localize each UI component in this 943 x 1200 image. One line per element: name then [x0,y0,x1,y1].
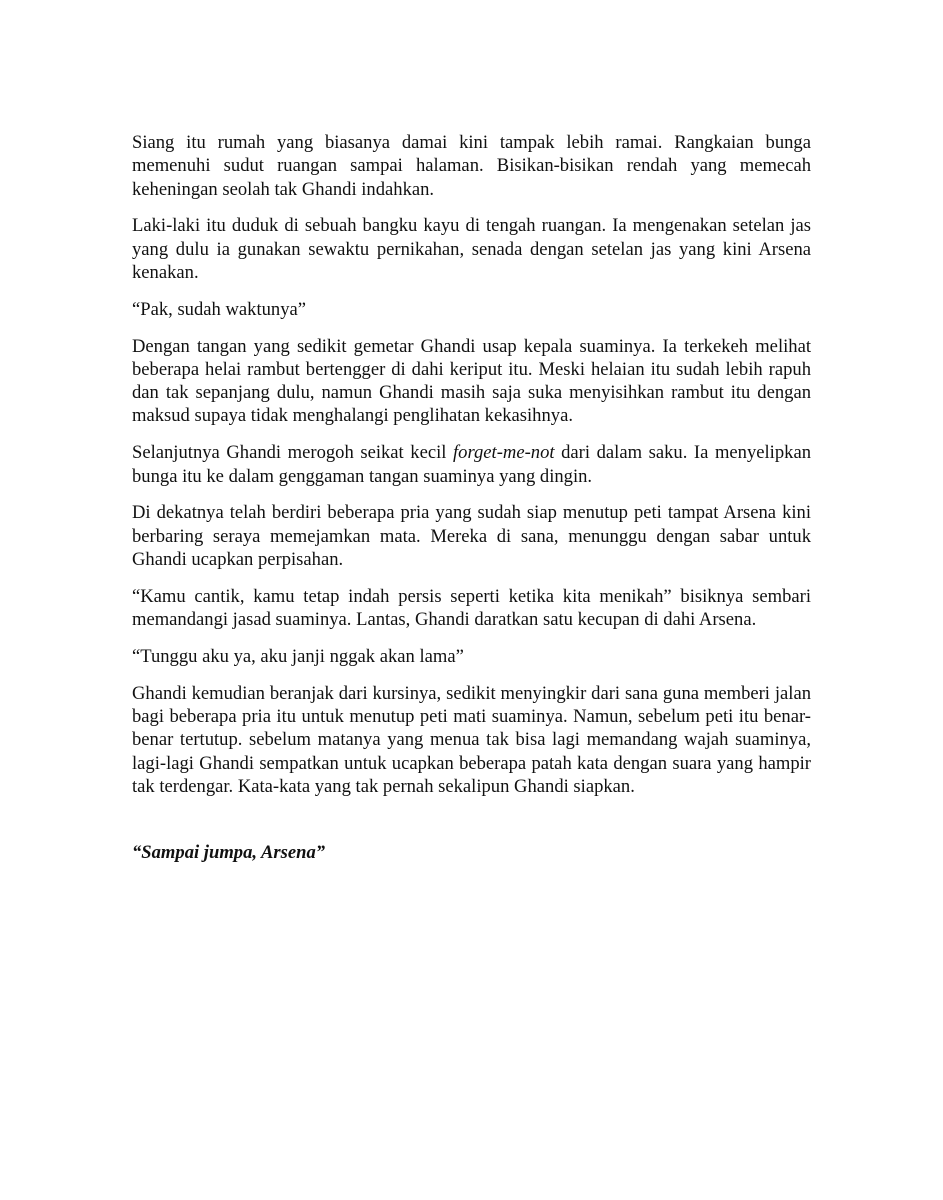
paragraph-5-text-end: dari dalam saku. Ia menyelipkan bunga itu ke dalam genggaman tangan suaminya yang dingin. [132,442,811,487]
paragraph-2: Laki-laki itu duduk di sebuah bangku kayu di tengah ruangan. Ia mengenakan setelan jas yang dulu ia gunakan sewaktu pernikahan, senada dengan setelan jas yang kini Arsena kenakan. [132,215,811,283]
paragraph-8-dialogue: “Tunggu aku ya, aku janji nggak akan lama” [132,645,464,667]
paragraph-5-flower-name: forget-me-not [453,442,555,464]
paragraph-1: Siang itu rumah yang biasanya damai kini tampak lebih ramai. Rangkaian bunga memenuhi sudut ruangan sampai halaman. Bisikan-bisikan rendah yang memecah keheningan seolah tak Ghandi indahkan. [132,132,811,200]
document-body [132,131,811,878]
paragraph-6: Di dekatnya telah berdiri beberapa pria yang sudah siap menutup peti tampat Arsena kini berbaring seraya memejamkan mata. Mereka di sana, menunggu dengan sabar untuk Ghandi ucapkan perpisahan. [132,502,811,570]
paragraph-5-text-start: Selanjutnya Ghandi merogoh seikat kecil [132,442,453,464]
closing-line: “Sampai jumpa, Arsena” [132,842,326,864]
paragraph-5 [132,441,811,488]
paragraph-4: Dengan tangan yang sedikit gemetar Ghandi usap kepala suaminya. Ia terkekeh melihat beberapa helai rambut bertengger di dahi keriput itu. Meski helaian itu sudah lebih rapuh dan tak sepanjang dulu, namun Ghandi masih saja suka menyisihkan rambut itu dengan maksud supaya tidak menghalangi penglihatan kekasihnya. [132,335,811,427]
paragraph-9: Ghandi kemudian beranjak dari kursinya, sedikit menyingkir dari sana guna memberi jalan bagi beberapa pria itu untuk menutup peti mati suaminya. Namun, sebelum peti itu benar-benar tertutup. sebelum matanya yang menua tak bisa lagi memandang wajah suaminya, lagi-lagi Ghandi sempatkan untuk ucapkan beberapa patah kata dengan suara yang hampir tak terdengar. Kata-kata yang tak pernah sekalipun Ghandi siapkan. [132,682,811,797]
paragraph-7-dialogue: “Kamu cantik, kamu tetap indah persis seperti ketika kita menikah” bisiknya sembari memandangi jasad suaminya. Lantas, Ghandi daratkan satu kecupan di dahi Arsena. [132,585,811,631]
paragraph-3-dialogue: “Pak, sudah waktunya” [132,298,307,320]
